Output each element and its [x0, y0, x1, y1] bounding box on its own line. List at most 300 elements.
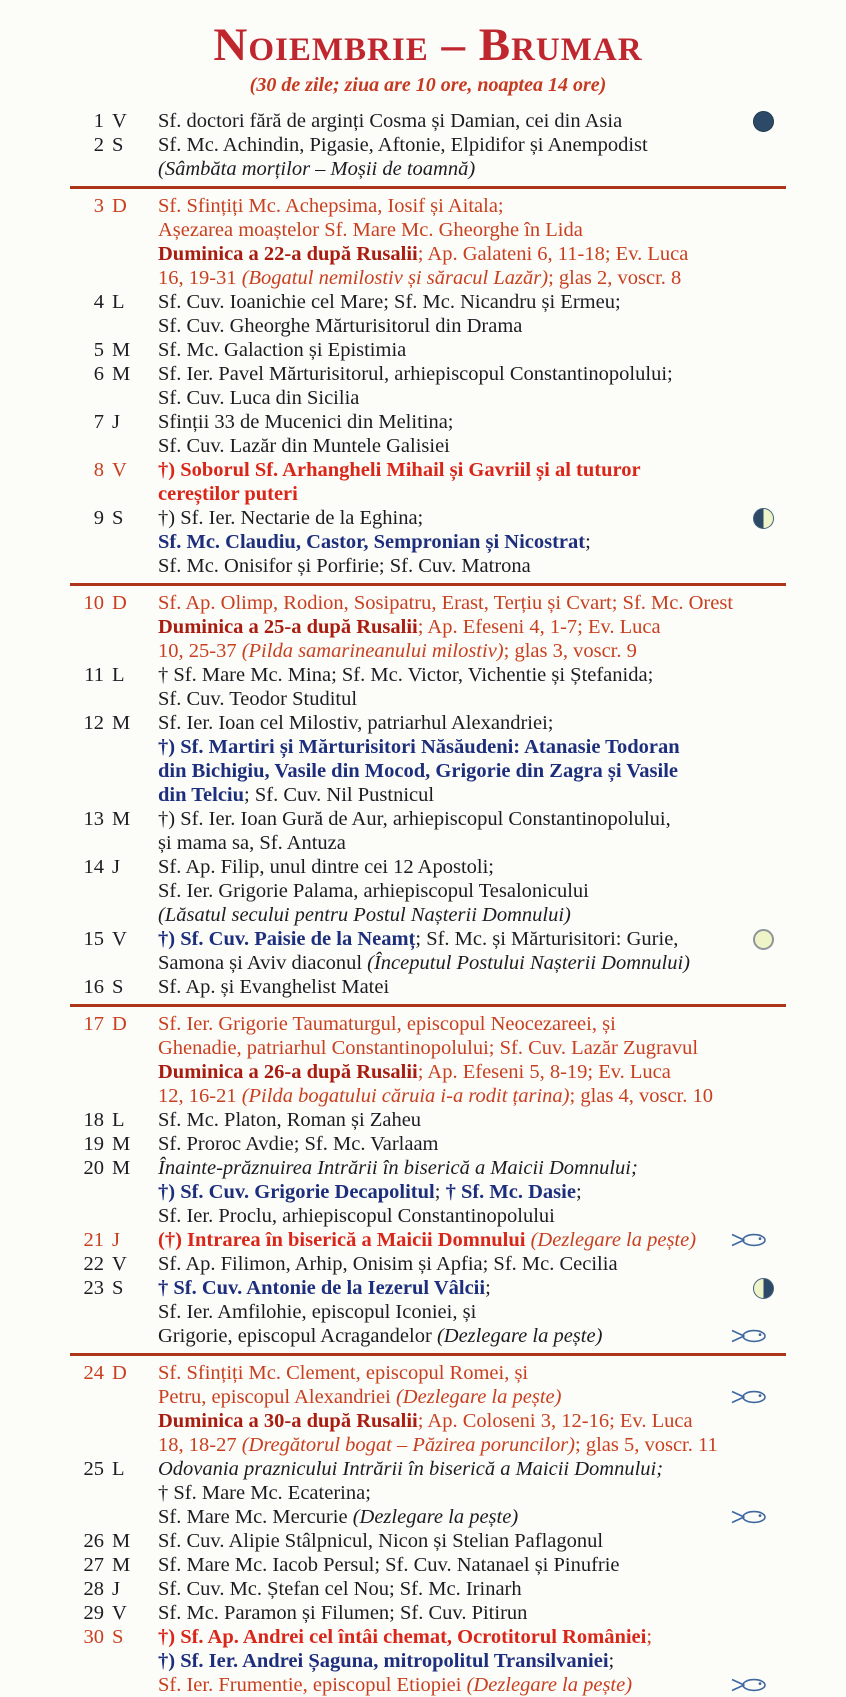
- day-entries: [158, 1601, 786, 1625]
- day-row: [70, 1601, 786, 1625]
- day-entries: [158, 194, 786, 290]
- day-of-week-letter: V: [112, 1252, 127, 1275]
- day-entries: [158, 1529, 786, 1553]
- day-entries: [158, 1553, 786, 1577]
- day-of-week-letter: M: [112, 711, 131, 734]
- day-entries: [158, 506, 786, 578]
- entry-text-segment: (Pilda samarineanului milostiv): [241, 639, 504, 662]
- entry-text-segment: ; Ap. Galateni 6, 11-18; Ev. Luca: [417, 242, 689, 265]
- day-label: [70, 194, 158, 218]
- entry-line: [158, 1505, 786, 1529]
- day-row: [70, 807, 786, 855]
- day-of-week-letter: M: [112, 1529, 131, 1552]
- day-number: 4: [93, 290, 104, 313]
- day-number: 19: [83, 1132, 104, 1155]
- day-label: [70, 1276, 158, 1300]
- entry-line: [158, 1385, 786, 1409]
- entry-text-segment: ; Sf. Mc. și Mărturisitori: Gurie,: [415, 927, 679, 950]
- entry-text-segment: Sf. Cuv. Lazăr din Muntele Galisiei: [158, 434, 450, 457]
- entry-text-segment: Sf. Ap. Filimon, Arhip, Onisim și Apfia; Sf. Mc. Cecilia: [158, 1252, 618, 1275]
- fish-icon: [730, 1231, 770, 1249]
- day-row: [70, 1457, 786, 1529]
- entry-text-segment: Așezarea moaștelor Sf. Mare Mc. Gheorghe în Lida: [158, 218, 583, 241]
- entry-line: [158, 1409, 786, 1433]
- day-of-week-letter: J: [112, 410, 120, 433]
- entry-line: [158, 1060, 786, 1084]
- entry-line: [158, 1300, 786, 1324]
- entry-text-segment: din Telciu: [158, 783, 245, 806]
- day-entries: [158, 591, 786, 663]
- entry-text-segment: Duminica a 26-a după Rusalii: [158, 1060, 418, 1083]
- entry-line: [158, 1228, 786, 1252]
- day-number: 15: [83, 927, 104, 950]
- entry-text-segment: Sf. Mc. Galaction și Epistimia: [158, 338, 407, 361]
- day-row: [70, 1012, 786, 1108]
- entry-text-segment: și mama sa, Sf. Antuza: [158, 831, 346, 854]
- entry-text-segment: ; Ap. Coloseni 3, 12-16; Ev. Luca: [417, 1409, 693, 1432]
- day-label: [70, 410, 158, 434]
- entry-text-segment: (Dezlegare la pește): [436, 1324, 603, 1347]
- day-number: 5: [93, 338, 104, 361]
- day-label: [70, 1601, 158, 1625]
- day-row: [70, 975, 786, 999]
- day-label: [70, 1577, 158, 1601]
- day-row: [70, 855, 786, 927]
- entry-text-segment: (Dezlegare la pește): [530, 1228, 697, 1251]
- day-row: [70, 133, 786, 181]
- day-number: 25: [83, 1457, 104, 1480]
- entry-text-segment: † Sf. Mare Mc. Mina; Sf. Mc. Victor, Vichentie și Ștefanida;: [158, 663, 654, 686]
- entry-line: [158, 1601, 786, 1625]
- entry-text-segment: Sf. Mc. Achindin, Pigasie, Aftonie, Elpidifor și Anempodist: [158, 133, 648, 156]
- day-number: 1: [93, 109, 104, 132]
- day-row: [70, 1625, 786, 1697]
- entry-text-segment: Sf. Cuv. Gheorghe Mărturisitorul din Drama: [158, 314, 523, 337]
- day-entries: [158, 1457, 786, 1529]
- day-of-week-letter: J: [112, 1228, 120, 1251]
- day-label: [70, 1457, 158, 1481]
- day-row: [70, 109, 786, 133]
- day-entries: [158, 1625, 786, 1697]
- entry-text-segment: Duminica a 22-a după Rusalii: [158, 242, 418, 265]
- day-number: 6: [93, 362, 104, 385]
- fish-icon: [730, 1327, 770, 1345]
- entry-text-segment: Sf. Mc. Onisifor și Porfirie; Sf. Cuv. Matrona: [158, 554, 531, 577]
- entry-line: [158, 554, 786, 578]
- day-label: [70, 1553, 158, 1577]
- day-label: [70, 663, 158, 687]
- day-of-week-letter: V: [112, 927, 127, 950]
- entry-line: [158, 1324, 786, 1348]
- entry-text-segment: ;: [575, 1180, 582, 1203]
- entry-line: [158, 530, 786, 554]
- entry-text-segment: 18, 18-27: [158, 1433, 242, 1456]
- day-label: [70, 1132, 158, 1156]
- fish-icon: [730, 1676, 770, 1694]
- entry-text-segment: (†) Intrarea în biserică a Maicii Domnului: [158, 1228, 531, 1251]
- day-of-week-letter: J: [112, 1577, 120, 1600]
- day-number: 12: [83, 711, 104, 734]
- day-of-week-letter: D: [112, 1361, 127, 1384]
- day-entries: [158, 1132, 786, 1156]
- entry-line: [158, 951, 786, 975]
- entry-text-segment: ; glas 4, voscr. 10: [569, 1084, 714, 1107]
- entry-text-segment: 12, 16-21: [158, 1084, 242, 1107]
- day-number: 8: [93, 458, 104, 481]
- entry-text-segment: (Dezlegare la pește): [352, 1505, 519, 1528]
- entry-text-segment: Sf. Mc. Claudiu, Castor, Sempronian și Nicostrat: [158, 530, 586, 553]
- day-number: 23: [83, 1276, 104, 1299]
- entry-text-segment: Sf. Mc. Platon, Roman și Zaheu: [158, 1108, 422, 1131]
- entry-line: [158, 242, 786, 266]
- entry-text-segment: (Sâmbăta morților – Moșii de toamnă): [158, 157, 476, 180]
- entry-text-segment: (Dezlegare la pește): [466, 1673, 633, 1696]
- day-row: [70, 1132, 786, 1156]
- entry-line: [158, 1457, 786, 1481]
- entry-text-segment: †) Soborul Sf. Arhangheli Mihail și Gavriil și al tuturor: [158, 458, 641, 481]
- day-of-week-letter: S: [112, 133, 124, 156]
- calendar-list: [70, 109, 786, 1697]
- day-number: 29: [83, 1601, 104, 1624]
- first-quarter-moon-icon: [753, 508, 774, 529]
- entry-line: [158, 1204, 786, 1228]
- entry-text-segment: Petru, episcopul Alexandriei: [158, 1385, 396, 1408]
- entry-line: [158, 711, 786, 735]
- day-row: [70, 338, 786, 362]
- entry-line: [158, 1577, 786, 1601]
- entry-text-segment: Sf. Cuv. Mc. Ștefan cel Nou; Sf. Mc. Irinarh: [158, 1577, 522, 1600]
- entry-text-segment: Sf. Mare Mc. Mercurie: [158, 1505, 353, 1528]
- entry-text-segment: Sf. Sfințiți Mc. Clement, episcopul Romei, și: [158, 1361, 529, 1384]
- day-number: 21: [83, 1228, 104, 1251]
- entry-text-segment: Sf. Mare Mc. Iacob Persul; Sf. Cuv. Natanael și Pinufrie: [158, 1553, 620, 1576]
- day-of-week-letter: V: [112, 458, 127, 481]
- entry-line: [158, 783, 786, 807]
- day-entries: [158, 927, 786, 975]
- entry-line: [158, 855, 786, 879]
- entry-text-segment: ; Ap. Efeseni 4, 1-7; Ev. Luca: [417, 615, 661, 638]
- day-entries: [158, 410, 786, 458]
- last-quarter-moon-icon: [753, 1278, 774, 1299]
- day-row: [70, 410, 786, 458]
- entry-line: [158, 1276, 786, 1300]
- day-of-week-letter: M: [112, 338, 131, 361]
- day-entries: [158, 133, 786, 181]
- day-label: [70, 1361, 158, 1385]
- entry-line: [158, 1361, 786, 1385]
- day-row: [70, 663, 786, 711]
- day-number: 24: [83, 1361, 104, 1384]
- entry-text-segment: Sf. Sfințiți Mc. Achepsima, Iosif și Aitala;: [158, 194, 504, 217]
- entry-text-segment: Sf. Ier. Amfilohie, episcopul Iconiei, și: [158, 1300, 477, 1323]
- day-entries: [158, 362, 786, 410]
- fish-icon: [730, 1388, 770, 1406]
- day-row: [70, 1156, 786, 1228]
- day-row: [70, 362, 786, 410]
- entry-line: [158, 194, 786, 218]
- day-entries: [158, 1228, 786, 1252]
- entry-text-segment: ;: [485, 1276, 491, 1299]
- day-row: [70, 194, 786, 290]
- day-number: 30: [83, 1625, 104, 1648]
- day-of-week-letter: M: [112, 1553, 131, 1576]
- day-label: [70, 1625, 158, 1649]
- entry-line: [158, 1180, 786, 1204]
- entry-line: [158, 218, 786, 242]
- day-of-week-letter: D: [112, 194, 127, 217]
- day-of-week-letter: M: [112, 1156, 131, 1179]
- day-of-week-letter: J: [112, 855, 120, 878]
- entry-line: [158, 663, 786, 687]
- entry-text-segment: Sf. Cuv. Luca din Sicilia: [158, 386, 360, 409]
- day-label: [70, 711, 158, 735]
- day-row: [70, 591, 786, 663]
- day-number: 20: [83, 1156, 104, 1179]
- day-of-week-letter: L: [112, 1457, 125, 1480]
- entry-text-segment: Sfinții 33 de Mucenici din Melitina;: [158, 410, 454, 433]
- day-of-week-letter: S: [112, 1625, 124, 1648]
- day-label: [70, 290, 158, 314]
- sunday-separator-line: [70, 1353, 786, 1356]
- day-label: [70, 133, 158, 157]
- entry-text-segment: ; glas 5, voscr. 11: [575, 1433, 718, 1456]
- sunday-separator-line: [70, 186, 786, 189]
- entry-text-segment: Sf. Ap. și Evanghelist Matei: [158, 975, 390, 998]
- full-moon-icon: [753, 929, 774, 950]
- new-moon-icon: [753, 111, 774, 132]
- entry-line: [158, 1036, 786, 1060]
- entry-text-segment: ;: [646, 1625, 653, 1648]
- entry-text-segment: † Sf. Cuv. Antonie de la Iezerul Vâlcii: [158, 1276, 486, 1299]
- day-entries: [158, 109, 786, 133]
- day-of-week-letter: M: [112, 1132, 131, 1155]
- entry-text-segment: Ghenadie, patriarhul Constantinopolului; Sf. Cuv. Lazăr Zugravul: [158, 1036, 699, 1059]
- entry-text-segment: †) Sf. Cuv. Grigorie Decapolitul: [158, 1180, 435, 1203]
- day-label: [70, 1228, 158, 1252]
- entry-line: [158, 831, 786, 855]
- entry-text-segment: ; glas 2, voscr. 8: [548, 266, 682, 289]
- entry-line: [158, 362, 786, 386]
- day-number: 2: [93, 133, 104, 156]
- entry-line: [158, 133, 786, 157]
- entry-text-segment: Sf. Ap. Olimp, Rodion, Sosipatru, Erast, Terțiu și Cvart; Sf. Mc. Orest: [158, 591, 734, 614]
- day-number: 11: [84, 663, 104, 686]
- day-row: [70, 1228, 786, 1252]
- day-entries: [158, 458, 786, 506]
- entry-text-segment: ; Ap. Efeseni 5, 8-19; Ev. Luca: [417, 1060, 671, 1083]
- day-entries: [158, 1577, 786, 1601]
- entry-line: [158, 1649, 786, 1673]
- day-label: [70, 362, 158, 386]
- day-of-week-letter: S: [112, 975, 124, 998]
- page-title: Noiembrie – Brumar: [213, 19, 643, 71]
- day-entries: [158, 290, 786, 338]
- entry-line: [158, 266, 786, 290]
- day-label: [70, 109, 158, 133]
- entry-line: [158, 1132, 786, 1156]
- entry-line: [158, 109, 786, 133]
- day-of-week-letter: L: [112, 1108, 125, 1131]
- day-label: [70, 855, 158, 879]
- entry-line: [158, 458, 786, 482]
- day-entries: [158, 1361, 786, 1457]
- day-entries: [158, 855, 786, 927]
- entry-line: [158, 927, 786, 951]
- entry-line: [158, 1553, 786, 1577]
- entry-text-segment: † Sf. Mare Mc. Ecaterina;: [158, 1481, 371, 1504]
- entry-line: [158, 290, 786, 314]
- day-row: [70, 1529, 786, 1553]
- entry-text-segment: Sf. Ier. Frumentie, episcopul Etiopiei: [158, 1673, 467, 1696]
- day-entries: [158, 338, 786, 362]
- entry-text-segment: † Sf. Mc. Dasie: [445, 1180, 576, 1203]
- entry-text-segment: ; glas 3, voscr. 9: [503, 639, 637, 662]
- day-entries: [158, 1012, 786, 1108]
- entry-text-segment: †) Sf. Ier. Andrei Șaguna, mitropolitul Transilvaniei: [158, 1649, 609, 1672]
- day-label: [70, 458, 158, 482]
- day-label: [70, 1252, 158, 1276]
- entry-line: [158, 639, 786, 663]
- day-number: 9: [93, 506, 104, 529]
- day-entries: [158, 711, 786, 807]
- entry-line: [158, 410, 786, 434]
- entry-text-segment: (Lăsatul secului pentru Postul Nașterii Domnului): [158, 903, 571, 926]
- entry-text-segment: †) Sf. Ier. Ioan Gură de Aur, arhiepiscopul Constantinopolului,: [158, 807, 671, 830]
- entry-line: [158, 1529, 786, 1553]
- day-of-week-letter: S: [112, 506, 124, 529]
- day-row: [70, 1108, 786, 1132]
- entry-text-segment: †) Sf. Ier. Nectarie de la Eghina;: [158, 506, 424, 529]
- entry-line: [158, 807, 786, 831]
- entry-line: [158, 434, 786, 458]
- entry-text-segment: †) Sf. Martiri și Mărturisitori Năsăudeni: Atanasie Todoran: [158, 735, 680, 758]
- entry-text-segment: Sf. Ap. Filip, unul dintre cei 12 Apostoli;: [158, 855, 494, 878]
- day-of-week-letter: M: [112, 807, 131, 830]
- entry-text-segment: †) Sf. Ap. Andrei cel întâi chemat, Ocrotitorul României: [158, 1625, 647, 1648]
- day-label: [70, 927, 158, 951]
- day-entries: [158, 975, 786, 999]
- entry-text-segment: Duminica a 25-a după Rusalii: [158, 615, 418, 638]
- entry-text-segment: †) Sf. Cuv. Paisie de la Neamț: [158, 927, 416, 950]
- sunday-separator-line: [70, 583, 786, 586]
- entry-line: [158, 1252, 786, 1276]
- entry-text-segment: cereștilor puteri: [158, 482, 298, 505]
- day-entries: [158, 1108, 786, 1132]
- day-number: 3: [93, 194, 104, 217]
- day-number: 22: [83, 1252, 104, 1275]
- day-label: [70, 338, 158, 362]
- fish-icon: [730, 1508, 770, 1526]
- entry-line: [158, 591, 786, 615]
- day-row: [70, 1361, 786, 1457]
- entry-text-segment: (Dregătorul bogat – Păzirea poruncilor): [241, 1433, 575, 1456]
- entry-text-segment: Sf. Proroc Avdie; Sf. Mc. Varlaam: [158, 1132, 439, 1155]
- entry-line: [158, 879, 786, 903]
- day-of-week-letter: S: [112, 1276, 124, 1299]
- entry-text-segment: Samona și Aviv diaconul: [158, 951, 368, 974]
- entry-line: [158, 506, 786, 530]
- day-label: [70, 1156, 158, 1180]
- day-row: [70, 1252, 786, 1276]
- day-number: 10: [83, 591, 104, 614]
- day-entries: [158, 663, 786, 711]
- day-label: [70, 591, 158, 615]
- entry-text-segment: (Dezlegare la pește): [395, 1385, 562, 1408]
- entry-line: [158, 1625, 786, 1649]
- entry-text-segment: Grigorie, episcopul Acragandelor: [158, 1324, 437, 1347]
- entry-text-segment: Sf. doctori fără de arginți Cosma și Damian, cei din Asia: [158, 109, 623, 132]
- day-of-week-letter: M: [112, 362, 131, 385]
- page-subtitle: (30 de zile; ziua are 10 ore, noaptea 14 ore): [249, 73, 607, 96]
- day-entries: [158, 1252, 786, 1276]
- entry-text-segment: Sf. Ier. Proclu, arhiepiscopul Constantinopolului: [158, 1204, 555, 1227]
- entry-text-segment: Sf. Mc. Paramon și Filumen; Sf. Cuv. Pitirun: [158, 1601, 528, 1624]
- day-row: [70, 290, 786, 338]
- entry-text-segment: 16, 19-31: [158, 266, 242, 289]
- entry-line: [158, 157, 786, 181]
- entry-line: [158, 1012, 786, 1036]
- entry-line: [158, 903, 786, 927]
- entry-text-segment: 10, 25-37: [158, 639, 242, 662]
- day-of-week-letter: L: [112, 290, 125, 313]
- entry-text-segment: Sf. Ier. Ioan cel Milostiv, patriarhul Alexandriei;: [158, 711, 554, 734]
- entry-line: [158, 314, 786, 338]
- day-row: [70, 1577, 786, 1601]
- entry-text-segment: Sf. Ier. Pavel Mărturisitorul, arhiepiscopul Constantinopolului;: [158, 362, 673, 385]
- entry-text-segment: ; Sf. Cuv. Nil Pustnicul: [244, 783, 435, 806]
- entry-line: [158, 975, 786, 999]
- day-label: [70, 1012, 158, 1036]
- entry-text-segment: din Bichigiu, Vasile din Mocod, Grigorie din Zagra și Vasile: [158, 759, 678, 782]
- entry-line: [158, 1433, 786, 1457]
- day-number: 16: [83, 975, 104, 998]
- day-number: 13: [83, 807, 104, 830]
- entry-text-segment: Înainte-prăznuirea Intrării în biserică a Maicii Domnului;: [158, 1156, 638, 1179]
- entry-text-segment: ;: [434, 1180, 446, 1203]
- day-number: 7: [93, 410, 104, 433]
- day-of-week-letter: L: [112, 663, 125, 686]
- entry-text-segment: ;: [585, 530, 591, 553]
- day-number: 26: [83, 1529, 104, 1552]
- day-number: 14: [83, 855, 104, 878]
- entry-text-segment: Sf. Ier. Grigorie Taumaturgul, episcopul Neocezareei, și: [158, 1012, 616, 1035]
- entry-line: [158, 1084, 786, 1108]
- entry-line: [158, 1481, 786, 1505]
- entry-line: [158, 386, 786, 410]
- entry-line: [158, 735, 786, 759]
- entry-text-segment: ;: [608, 1649, 615, 1672]
- day-of-week-letter: D: [112, 1012, 127, 1035]
- day-of-week-letter: D: [112, 591, 127, 614]
- calendar-header: [70, 20, 786, 97]
- day-row: [70, 1553, 786, 1577]
- day-label: [70, 1529, 158, 1553]
- entry-text-segment: Sf. Cuv. Ioanichie cel Mare; Sf. Mc. Nicandru și Ermeu;: [158, 290, 621, 313]
- day-entries: [158, 1156, 786, 1228]
- day-label: [70, 1108, 158, 1132]
- entry-line: [158, 1673, 786, 1697]
- day-entries: [158, 1276, 786, 1348]
- entry-line: [158, 482, 786, 506]
- day-row: [70, 711, 786, 807]
- entry-line: [158, 1108, 786, 1132]
- day-row: [70, 1276, 786, 1348]
- entry-line: [158, 338, 786, 362]
- entry-line: [158, 759, 786, 783]
- entry-line: [158, 687, 786, 711]
- entry-text-segment: (Începutul Postului Nașterii Domnului): [367, 951, 691, 974]
- entry-text-segment: Duminica a 30-a după Rusalii: [158, 1409, 418, 1432]
